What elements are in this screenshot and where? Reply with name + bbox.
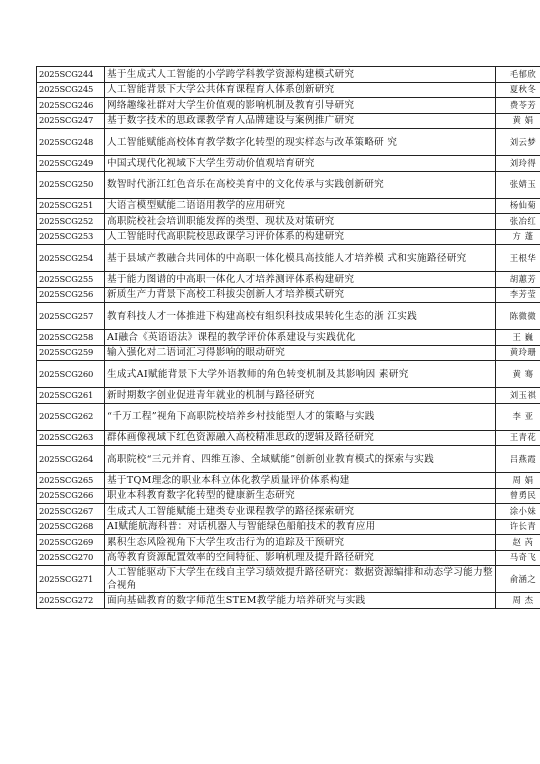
project-title-cell: 职业本科教育数字化转型的健康新生态研究 (105, 488, 496, 504)
investigator-name-cell: 陈微微 (496, 303, 540, 330)
table-row (37, 593, 540, 609)
investigator-name-cell: 黄 娟 (496, 113, 540, 129)
project-id-cell: 2025SCG268 (37, 519, 105, 535)
project-title-cell: 高职院校“三元并育、四维互渗、全域赋能”创新创业教育模式的探索与实践 (105, 446, 496, 473)
investigator-name-cell: 李芳莹 (496, 287, 540, 303)
table-row (37, 504, 540, 520)
table-row (37, 198, 540, 214)
project-title-cell: 人工智能时代高职院校思政课学习评价体系的构建研究 (105, 229, 496, 245)
table-body (37, 67, 540, 609)
investigator-name-cell: 黄 骞 (496, 361, 540, 388)
table-row (37, 519, 540, 535)
project-id-cell: 2025SCG244 (37, 67, 105, 83)
investigator-name-cell: 周 杰 (496, 593, 540, 609)
table-row (37, 430, 540, 446)
investigator-name-cell: 李 亚 (496, 403, 540, 430)
project-title-cell: 基于TQM理念的职业本科立体化教学质量评价体系构建 (105, 473, 496, 489)
table-row (37, 403, 540, 430)
table-row (37, 214, 540, 230)
project-id-cell: 2025SCG258 (37, 330, 105, 346)
table-row (37, 388, 540, 404)
table-row (37, 488, 540, 504)
project-title-cell: 基于生成式人工智能的小学跨学科教学资源构建模式研究 (105, 67, 496, 83)
project-title-cell: 输入强化对二语词汇习得影响的眼动研究 (105, 345, 496, 361)
investigator-name-cell: 黄玲珊 (496, 345, 540, 361)
investigator-name-cell: 刘玉祺 (496, 388, 540, 404)
investigator-name-cell: 周 娟 (496, 473, 540, 489)
investigator-name-cell: 涂小妹 (496, 504, 540, 520)
project-id-cell: 2025SCG247 (37, 113, 105, 129)
project-id-cell: 2025SCG254 (37, 245, 105, 272)
table-row (37, 82, 540, 98)
project-id-cell: 2025SCG265 (37, 473, 105, 489)
project-id-cell: 2025SCG256 (37, 287, 105, 303)
investigator-name-cell: 夏秋冬 (496, 82, 540, 98)
investigator-name-cell: 费苓芳 (496, 98, 540, 114)
table-row (37, 129, 540, 156)
project-id-cell: 2025SCG263 (37, 430, 105, 446)
table-row (37, 113, 540, 129)
project-id-cell: 2025SCG245 (37, 82, 105, 98)
table-row (37, 303, 540, 330)
investigator-name-cell: 刘云梦 (496, 129, 540, 156)
project-title-cell: 基于能力图谱的中高职一体化人才培养测评体系构建研究 (105, 272, 496, 288)
project-id-cell: 2025SCG251 (37, 198, 105, 214)
table-row (37, 566, 540, 593)
project-title-cell: 群体画像视域下红色资源融入高校精准思政的逻辑及路径研究 (105, 430, 496, 446)
project-list-table (36, 66, 540, 609)
table-row (37, 67, 540, 83)
project-title-cell: 人工智能驱动下大学生在线自主学习绩效提升路径研究：数据资源编排和动态学习能力整合视角 (105, 566, 496, 593)
project-title-cell: 新时期数字创业促进青年就业的机制与路径研究 (105, 388, 496, 404)
table-row (37, 156, 540, 172)
project-id-cell: 2025SCG250 (37, 171, 105, 198)
project-id-cell: 2025SCG262 (37, 403, 105, 430)
project-title-cell: “千万工程”视角下高职院校培养乡村技能型人才的策略与实践 (105, 403, 496, 430)
project-title-cell: 基于数字技术的思政课教学育人品牌建设与案例推广研究 (105, 113, 496, 129)
investigator-name-cell: 刘玲得 (496, 156, 540, 172)
project-title-cell: 生成式AI赋能背景下大学外语教师的角色转变机制及其影响因 素研究 (105, 361, 496, 388)
investigator-name-cell: 王青花 (496, 430, 540, 446)
project-title-cell: 网络趣缘社群对大学生价值观的影响机制及教育引导研究 (105, 98, 496, 114)
project-id-cell: 2025SCG253 (37, 229, 105, 245)
table-row (37, 171, 540, 198)
project-title-cell: AI融合《英语语法》课程的教学评价体系建设与实践优化 (105, 330, 496, 346)
project-title-cell: 数智时代浙江红色音乐在高校美育中的文化传承与实践创新研究 (105, 171, 496, 198)
table-row (37, 272, 540, 288)
table-row (37, 361, 540, 388)
investigator-name-cell: 杨仙菊 (496, 198, 540, 214)
investigator-name-cell: 张冶红 (496, 214, 540, 230)
project-id-cell: 2025SCG249 (37, 156, 105, 172)
project-title-cell: 生成式人工智能赋能土建类专业课程教学的路径探索研究 (105, 504, 496, 520)
investigator-name-cell: 王 巍 (496, 330, 540, 346)
project-title-cell: 大语言模型赋能二语语用教学的应用研究 (105, 198, 496, 214)
investigator-name-cell: 胡蕙芳 (496, 272, 540, 288)
project-title-cell: 基于县域产教融合共同体的中高职一体化模具高技能人才培养模 式和实施路径研究 (105, 245, 496, 272)
investigator-name-cell: 王根华 (496, 245, 540, 272)
project-title-cell: AI赋能航海科普：对话机器人与智能绿色船舶技术的教育应用 (105, 519, 496, 535)
table-row (37, 473, 540, 489)
table-row (37, 535, 540, 551)
investigator-name-cell: 吕燕霞 (496, 446, 540, 473)
project-id-cell: 2025SCG271 (37, 566, 105, 593)
project-title-cell: 中国式现代化视域下大学生劳动价值观培育研究 (105, 156, 496, 172)
project-id-cell: 2025SCG246 (37, 98, 105, 114)
project-id-cell: 2025SCG264 (37, 446, 105, 473)
project-id-cell: 2025SCG259 (37, 345, 105, 361)
investigator-name-cell: 俞涵之 (496, 566, 540, 593)
table-row (37, 98, 540, 114)
project-title-cell: 面向基础教育的数字师范生STEM教学能力培养研究与实践 (105, 593, 496, 609)
project-id-cell: 2025SCG267 (37, 504, 105, 520)
investigator-name-cell: 毛郁欣 (496, 67, 540, 83)
project-title-cell: 教育科技人才一体推进下构建高校有组织科技成果转化生态的浙 江实践 (105, 303, 496, 330)
project-title-cell: 高职院校社会培训职能发挥的类型、现状及对策研究 (105, 214, 496, 230)
project-title-cell: 新质生产力背景下高校工科拔尖创新人才培养模式研究 (105, 287, 496, 303)
project-id-cell: 2025SCG266 (37, 488, 105, 504)
project-id-cell: 2025SCG269 (37, 535, 105, 551)
project-id-cell: 2025SCG257 (37, 303, 105, 330)
project-id-cell: 2025SCG261 (37, 388, 105, 404)
project-id-cell: 2025SCG270 (37, 550, 105, 566)
project-id-cell: 2025SCG252 (37, 214, 105, 230)
investigator-name-cell: 许长青 (496, 519, 540, 535)
project-title-cell: 高等教育资源配置效率的空间特征、影响机理及提升路径研究 (105, 550, 496, 566)
investigator-name-cell: 方 蓬 (496, 229, 540, 245)
project-title-cell: 人工智能背景下大学公共体育课程育人体系创新研究 (105, 82, 496, 98)
project-title-cell: 累积生态风险视角下大学生攻击行为的追踪及干预研究 (105, 535, 496, 551)
project-id-cell: 2025SCG260 (37, 361, 105, 388)
investigator-name-cell: 马奇飞 (496, 550, 540, 566)
table-row (37, 287, 540, 303)
investigator-name-cell: 曾勇民 (496, 488, 540, 504)
table-row (37, 330, 540, 346)
project-title-cell: 人工智能赋能高校体育教学数字化转型的现实样态与改革策略研 究 (105, 129, 496, 156)
project-id-cell: 2025SCG272 (37, 593, 105, 609)
project-id-cell: 2025SCG255 (37, 272, 105, 288)
table-row (37, 345, 540, 361)
investigator-name-cell: 赵 芮 (496, 535, 540, 551)
investigator-name-cell: 张婧玉 (496, 171, 540, 198)
table-row (37, 550, 540, 566)
project-id-cell: 2025SCG248 (37, 129, 105, 156)
table-row (37, 245, 540, 272)
table-row (37, 446, 540, 473)
table-row (37, 229, 540, 245)
